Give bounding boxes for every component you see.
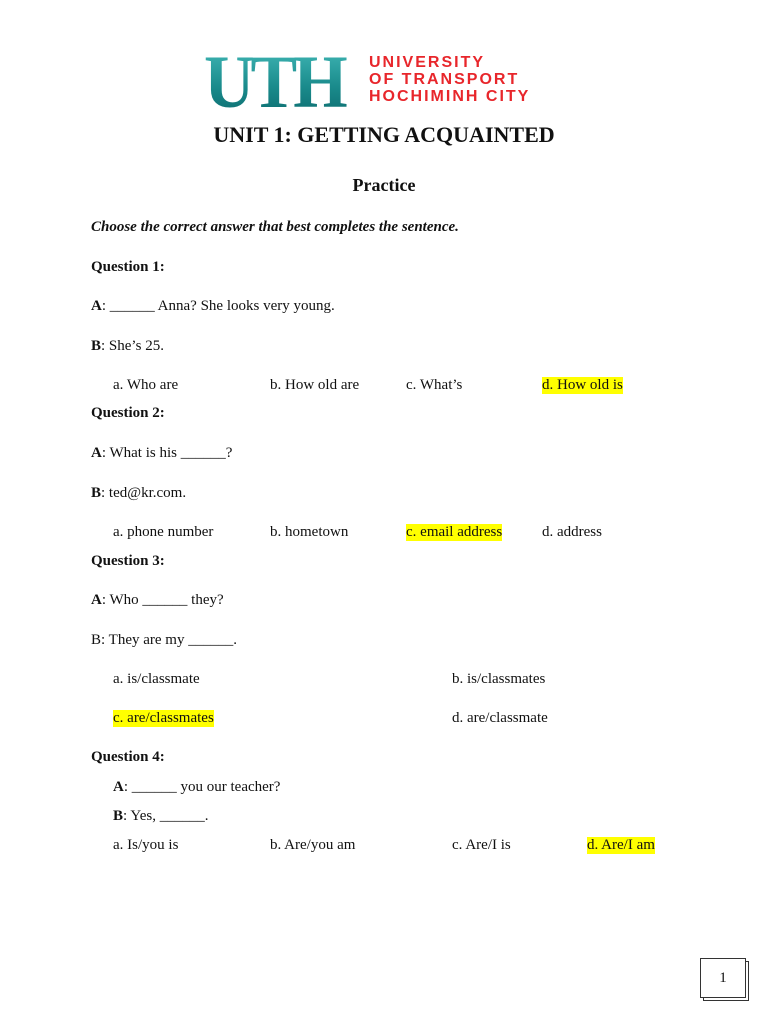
- option-b[interactable]: b. How old are: [270, 377, 360, 393]
- option-b[interactable]: b. is/classmates: [452, 671, 546, 687]
- line-text: : ______ Anna? She looks very young.: [101, 298, 335, 314]
- dialogue-line: [113, 808, 208, 825]
- logo-wordmark: [369, 54, 569, 105]
- dialogue-line: [91, 632, 237, 649]
- section-title: Practice: [352, 175, 416, 195]
- option-c[interactable]: c. What’s: [406, 377, 463, 393]
- question-heading: Question 1:: [91, 259, 165, 275]
- speaker: A: [91, 592, 102, 608]
- option-c-correct[interactable]: c. are/classmates: [113, 710, 214, 726]
- line-text: : She’s 25.: [101, 338, 164, 354]
- option-b[interactable]: b. Are/you am: [270, 837, 356, 853]
- option-a[interactable]: a. phone number: [113, 524, 214, 540]
- logo-line-2: OF TRANSPORT: [369, 71, 520, 88]
- dialogue-line: [113, 779, 280, 796]
- option-a[interactable]: a. Who are: [113, 377, 179, 393]
- question-heading: Question 2:: [91, 405, 165, 421]
- line-text: : ted@kr.com.: [101, 485, 187, 501]
- line-text: : ______ you our teacher?: [123, 779, 281, 795]
- dialogue-line: [91, 298, 335, 315]
- logo-line-1: UNIVERSITY: [369, 54, 486, 71]
- instructions: Choose the correct answer that best completes the sentence.: [91, 219, 459, 235]
- speaker: B: [91, 338, 102, 354]
- dialogue-line: [91, 485, 186, 502]
- option-a[interactable]: a. is/classmate: [113, 671, 200, 687]
- option-b[interactable]: b. hometown: [270, 524, 349, 540]
- speaker: A: [91, 298, 102, 314]
- page-title: UNIT 1: GETTING ACQUAINTED: [213, 122, 555, 147]
- option-a[interactable]: a. Is/you is: [113, 837, 179, 853]
- option-d[interactable]: d. are/classmate: [452, 710, 548, 726]
- dialogue-line: [91, 592, 224, 609]
- speaker: A: [91, 445, 102, 461]
- dialogue-line: [91, 338, 164, 355]
- logo-letters: UTH: [204, 52, 364, 115]
- logo-line-3: HOCHIMINH CITY: [369, 88, 531, 105]
- line-text: : Who ______ they?: [101, 592, 224, 608]
- question-heading: Question 3:: [91, 553, 165, 569]
- option-d-correct[interactable]: d. How old is: [542, 377, 623, 393]
- question-heading: Question 4:: [91, 749, 165, 765]
- line-text: : Yes, ______.: [123, 808, 209, 824]
- option-c-correct[interactable]: c. email address: [406, 524, 503, 540]
- option-d-correct[interactable]: d. Are/I am: [587, 837, 655, 853]
- option-d[interactable]: d. address: [542, 524, 602, 540]
- line-text: B: They are my ______.: [91, 632, 237, 648]
- speaker: A: [113, 779, 124, 795]
- line-text: : What is his ______?: [101, 445, 233, 461]
- speaker: B: [91, 485, 102, 501]
- speaker: B: [113, 808, 124, 824]
- page-number: 1: [700, 958, 746, 998]
- option-c[interactable]: c. Are/I is: [452, 837, 511, 853]
- dialogue-line: [91, 445, 232, 462]
